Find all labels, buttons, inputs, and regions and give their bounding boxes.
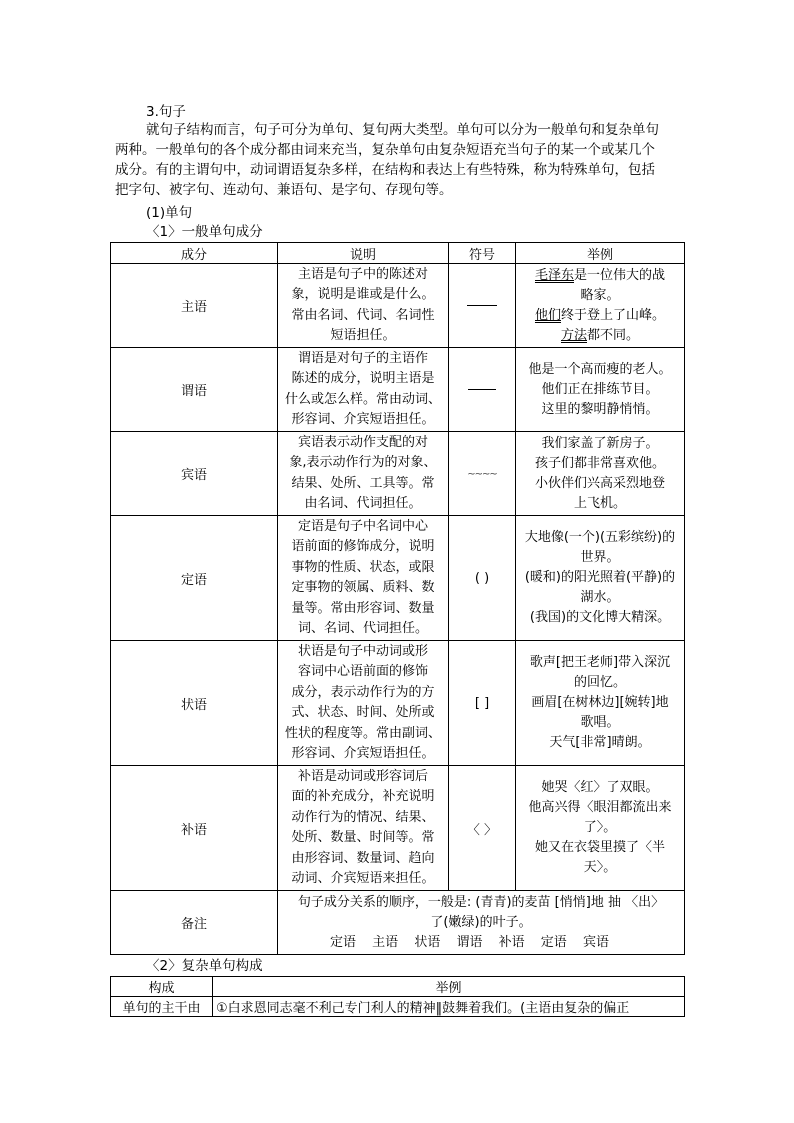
component-description: 宾语表示动作支配的对 象,表示动作行为的对象、 结果、处所、工具等。常 由名词、代词担任。 [278, 432, 449, 516]
header-composition: 构成 [111, 977, 213, 997]
complement-symbol: 〈 〉 [449, 766, 516, 891]
wavy-line-mark: ~~~~ [467, 469, 497, 480]
intro-line: 成分。有的主谓句中，动词谓语复杂多样，在结构和表达上有些特殊，称为特殊单句，包括 [115, 162, 655, 178]
note-line: 了(嫩绿)的叶子。 [430, 914, 532, 930]
component-examples: 我们家盖了新房子。 孩子们都非常喜欢他。 小伙伴们兴高采烈地登 上飞机。 [516, 432, 685, 516]
component-examples: 她哭〈红〉了双眼。 他高兴得〈眼泪都流出来 了〉。 她又在衣袋里摸了〈半 天〉。 [516, 766, 685, 891]
table-row-object [111, 432, 685, 516]
intro-line: 就句子结构而言，句子可分为单句、复句两大类型。单句可以分为一般单句和复杂单句 [146, 122, 659, 138]
component-examples: 他是一个高而瘦的老人。 他们正在排练节目。 这里的黎明静悄悄。 [516, 348, 685, 432]
subheading-single-sentence: (1)单句 [146, 205, 193, 221]
subheading-complex-components: 〈2〉复杂单句构成 [146, 958, 263, 974]
intro-line: 把字句、被字句、连动句、兼语句、是字句、存现句等。 [115, 182, 453, 198]
table-header-row [111, 977, 685, 997]
underline-mark [468, 389, 496, 390]
component-name: 宾语 [111, 432, 278, 516]
components-table [110, 242, 685, 955]
component-name: 主语 [111, 264, 278, 348]
table-row-predicate [111, 348, 685, 432]
component-examples: 毛泽东是一位伟大的战 略家。 他们终于登上了山峰。 方法都不同。 [516, 264, 685, 348]
component-name: 定语 [111, 516, 278, 641]
table-row [111, 997, 685, 1017]
intro-paragraph [115, 120, 686, 200]
component-examples: 歌声[把王老师]带入深沉 的回忆。 画眉[在树林边][婉转]地 歌唱。 天气[非常]晴朗。 [516, 641, 685, 766]
intro-line: 两种。一般单句的各个成分都由词来充当，复杂单句由复杂短语充当句子的某一个或某几个 [115, 142, 655, 158]
note-roles: 定语 主语 状语 谓语 补语 定语 宾语 [330, 934, 609, 950]
predicate-symbol [449, 348, 516, 432]
component-description: 谓语是对句子的主语作 陈述的成分，说明主语是 什么或怎么样。常由动词、 形容词、介宾短语担任。 [278, 348, 449, 432]
header-example: 举例 [516, 243, 685, 264]
component-name: 状语 [111, 641, 278, 766]
note-line: 句子成分关系的顺序，一般是: (青青)的麦苗 [悄悄]地 抽 〈出〉 [297, 894, 665, 910]
section-title: 3.句子 [146, 104, 186, 120]
component-description: 状语是句子中动词或形 容词中心语前面的修饰 成分，表示动作行为的方 式、状态、时间、处所或 性状的程度等。常由副词、 形容词、介宾短语担任。 [278, 641, 449, 766]
header-description: 说明 [278, 243, 449, 264]
adverbial-symbol: [ ] [449, 641, 516, 766]
component-description: 主语是句子中的陈述对 象，说明是谁或是什么。 常由名词、代词、名词性 短语担任。 [278, 264, 449, 348]
component-name: 补语 [111, 766, 278, 891]
complex-table [110, 976, 685, 1017]
table-row-complement [111, 766, 685, 891]
header-symbol: 符号 [449, 243, 516, 264]
example-cell: ①白求恩同志毫不利己专门利人的精神‖鼓舞着我们。(主语由复杂的偏正 [213, 997, 685, 1017]
subject-symbol [449, 264, 516, 348]
composition-cell: 单句的主干由 [111, 997, 213, 1017]
table-header-row [111, 243, 685, 264]
table-row-attributive [111, 516, 685, 641]
object-symbol [449, 432, 516, 516]
header-example: 举例 [213, 977, 685, 997]
component-examples: 大地像(一个)(五彩缤纷)的 世界。 (暖和)的阳光照着(平静)的 湖水。 (我国)的文化博大精深。 [516, 516, 685, 641]
table-row-note [111, 891, 685, 955]
attributive-symbol: ( ) [449, 516, 516, 641]
table-row-subject [111, 264, 685, 348]
table-row-adverbial [111, 641, 685, 766]
component-name: 谓语 [111, 348, 278, 432]
double-underline-mark [467, 305, 497, 306]
header-component: 成分 [111, 243, 278, 264]
component-description: 定语是句子中名词中心 语前面的修饰成分，说明 事物的性质、状态，或限 定事物的领属、质料、数 量等。常由形容词、数量 词、名词、代词担任。 [278, 516, 449, 641]
note-label: 备注 [111, 891, 278, 955]
subheading-general-components: 〈1〉一般单句成分 [146, 224, 263, 240]
component-description: 补语是动词或形容词后 面的补充成分，补充说明 动作行为的情况、结果、 处所、数量、时间等。常 由形容词、数量词、趋向 动词、介宾短语来担任。 [278, 766, 449, 891]
note-content [278, 891, 685, 955]
